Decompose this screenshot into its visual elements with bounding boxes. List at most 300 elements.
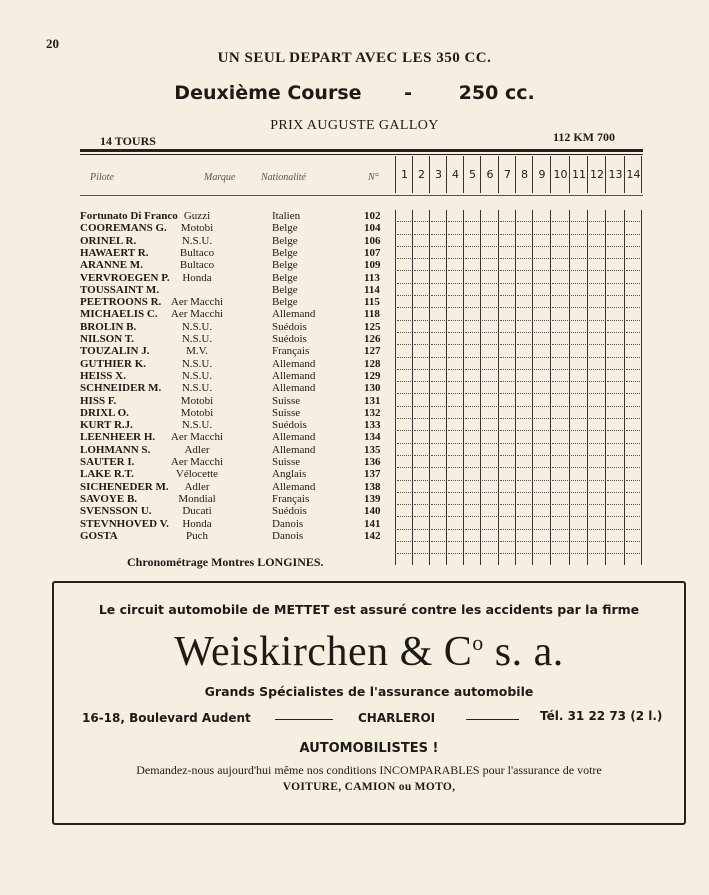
lap-time-cell (431, 272, 445, 284)
lap-time-cell (500, 235, 514, 247)
lap-time-cell (589, 456, 604, 468)
nationality: Suédois (272, 419, 307, 432)
lap-time-cell (431, 407, 445, 419)
lap-time-cell (500, 530, 514, 542)
lap-grid-line (569, 210, 570, 565)
race-number: 109 (364, 259, 381, 272)
pilot-name: KURT R.J. (80, 419, 133, 432)
lap-time-cell (607, 370, 623, 382)
lap-time-cell (448, 296, 462, 308)
lap-time-cell (589, 222, 604, 234)
lap-time-cell (448, 419, 462, 431)
lap-time-cell (397, 210, 411, 222)
lap-time-cell (465, 395, 479, 407)
pilot-name: HEISS X. (80, 369, 126, 382)
make-name: N.S.U. (181, 320, 213, 333)
make-name: N.S.U. (181, 234, 213, 247)
lap-header: 7 (498, 156, 516, 193)
make-name: N.S.U. (181, 357, 213, 370)
lap-time-cell (552, 456, 568, 468)
lap-time-cell (465, 419, 479, 431)
advert-brand-name: Weiskirchen & C (174, 629, 473, 675)
lap-time-cell (571, 468, 586, 480)
lap-time-cell (482, 333, 497, 345)
race-number: 102 (364, 210, 381, 222)
nationality: Suédois (272, 320, 307, 333)
lap-time-cell (465, 321, 479, 333)
lap-time-cell (482, 296, 497, 308)
lap-time-cell (414, 505, 428, 517)
lap-time-cell (448, 235, 462, 247)
lap-time-cell (626, 284, 640, 296)
lap-time-cell (448, 530, 462, 542)
lap-time-cell (465, 444, 479, 456)
lap-time-cell (397, 518, 411, 530)
race-number: 134 (364, 431, 381, 444)
nationality: Belge (272, 283, 298, 296)
lap-time-cell (607, 345, 623, 357)
lap-time-cell (534, 358, 549, 370)
lap-time-cell (607, 247, 623, 259)
lap-time-cell (589, 530, 604, 542)
make-name: M.V. (186, 345, 208, 358)
pilot-name: TOUZALIN J. (80, 345, 150, 358)
lap-time-cell (448, 259, 462, 271)
lap-time-cell (626, 321, 640, 333)
lap-time-cell (607, 222, 623, 234)
lap-time-cell (465, 370, 479, 382)
lap-time-cell (448, 493, 462, 505)
lap-time-cell (517, 542, 531, 554)
lap-time-cell (626, 419, 640, 431)
lap-time-cell (482, 468, 497, 480)
race-number: 132 (364, 406, 381, 419)
lap-grid-line (587, 210, 588, 565)
lap-time-cell (500, 493, 514, 505)
lap-time-cell (589, 284, 604, 296)
lap-time-cell (607, 395, 623, 407)
pilot-name: GUTHIER K. (80, 357, 147, 370)
lap-time-cell (414, 444, 428, 456)
lap-time-cell (626, 308, 640, 320)
lap-time-cell (571, 395, 586, 407)
lap-time-cell (397, 345, 411, 357)
pilot-name: DRIXL O. (80, 406, 129, 419)
pilot-name: SCHNEIDER M. (80, 382, 162, 395)
lap-time-cell (482, 358, 497, 370)
lap-time-cell (482, 444, 497, 456)
lap-time-cell (534, 222, 549, 234)
lap-time-cell (431, 222, 445, 234)
lap-time-cell (448, 308, 462, 320)
lap-time-cell (517, 370, 531, 382)
make-name: Aer Macchi (170, 308, 224, 321)
race-distance: 112 KM 700 (553, 130, 615, 144)
nationality: Allemand (272, 308, 316, 321)
table-row (80, 395, 400, 407)
race-number: 130 (364, 382, 381, 395)
lap-time-cell (589, 518, 604, 530)
lap-time-cell (414, 493, 428, 505)
lap-header: 8 (515, 156, 533, 193)
lap-time-cell (534, 345, 549, 357)
lap-header: 11 (569, 156, 588, 193)
pilot-name: COOREMANS G. (80, 222, 167, 235)
lap-time-cell (465, 272, 479, 284)
lap-time-cell (448, 518, 462, 530)
lap-time-cell (626, 456, 640, 468)
lap-time-cell (517, 222, 531, 234)
nationality: Belge (272, 271, 298, 284)
lap-time-cell (589, 333, 604, 345)
lap-time-cell (431, 284, 445, 296)
table-row (80, 444, 400, 456)
make-name: N.S.U. (181, 419, 213, 432)
nationality: Anglais (272, 468, 307, 481)
lap-time-cell (571, 308, 586, 320)
lap-time-cell (431, 542, 445, 554)
lap-time-cell (414, 481, 428, 493)
advert-callout: AUTOMOBILISTES ! (299, 741, 439, 756)
lap-time-cell (397, 407, 411, 419)
lap-time-cell (397, 247, 411, 259)
race-number: 139 (364, 492, 381, 505)
nationality: Suisse (272, 456, 301, 468)
lap-time-cell (500, 481, 514, 493)
lap-time-cell (517, 493, 531, 505)
lap-time-cell (482, 542, 497, 554)
table-row (80, 370, 400, 382)
make-name: Guzzi (183, 210, 211, 222)
table-row (80, 358, 400, 370)
lap-time-cell (517, 296, 531, 308)
lap-time-cell (448, 210, 462, 222)
lap-time-cell (465, 259, 479, 271)
lap-time-cell (482, 222, 497, 234)
lap-time-cell (626, 542, 640, 554)
lap-grid-line (429, 210, 430, 565)
lap-time-cell (607, 468, 623, 480)
pilot-name: ORINEL R. (80, 234, 137, 247)
lap-header: 6 (480, 156, 499, 193)
lap-time-cell (431, 235, 445, 247)
lap-time-cell (431, 259, 445, 271)
lap-time-cell (500, 259, 514, 271)
header-pilot: Pilote (90, 172, 114, 183)
lap-time-cell (414, 407, 428, 419)
table-row (80, 468, 400, 480)
table-row (80, 493, 400, 505)
timing-note: Chronométrage Montres LONGINES. (127, 555, 324, 569)
lap-time-cell (482, 345, 497, 357)
table-row (80, 530, 400, 542)
lap-time-cell (465, 493, 479, 505)
lap-time-cell (571, 493, 586, 505)
make-name: N.S.U. (181, 369, 213, 382)
make-name: Motobi (180, 406, 214, 419)
lap-grid-line (532, 210, 533, 565)
lap-time-cell (534, 395, 549, 407)
lap-time-cell (448, 505, 462, 517)
lap-time-cell (397, 530, 411, 542)
lap-time-cell (607, 431, 623, 443)
lap-time-cell (448, 333, 462, 345)
nationality: Français (272, 492, 310, 505)
nationality: Suédois (272, 333, 307, 345)
lap-time-cell (626, 222, 640, 234)
table-row (80, 333, 400, 345)
lap-time-cell (448, 345, 462, 357)
pilot-name: BROLIN B. (80, 320, 137, 333)
lap-time-cell (465, 542, 479, 554)
lap-grid-line (480, 210, 481, 565)
lap-time-cell (397, 493, 411, 505)
lap-time-cell (465, 333, 479, 345)
lap-time-cell (626, 481, 640, 493)
lap-time-cell (431, 395, 445, 407)
lap-time-cell (500, 518, 514, 530)
lap-time-cell (431, 333, 445, 345)
lap-time-cell (552, 431, 568, 443)
nationality: Allemand (272, 443, 316, 456)
lap-time-cell (500, 456, 514, 468)
lap-time-cell (571, 235, 586, 247)
lap-time-cell (500, 333, 514, 345)
lap-time-cell (517, 518, 531, 530)
make-name: Vélocette (175, 468, 219, 481)
lap-time-cell (534, 321, 549, 333)
lap-time-cell (571, 247, 586, 259)
lap-time-cell (414, 272, 428, 284)
lap-time-cell (448, 222, 462, 234)
lap-time-cell (465, 210, 479, 222)
course-class: 250 cc. (458, 82, 535, 104)
lap-time-cell (626, 530, 640, 542)
race-number: 104 (364, 222, 381, 235)
lap-time-cell (534, 444, 549, 456)
lap-time-cell (589, 407, 604, 419)
lap-time-cell (517, 530, 531, 542)
lap-time-cell (589, 542, 604, 554)
make-name: N.S.U. (181, 382, 213, 395)
race-number: 142 (364, 529, 381, 542)
lap-time-cell (482, 518, 497, 530)
table-header-rule (80, 195, 643, 196)
lap-grid-line (641, 210, 642, 565)
lap-time-cell (431, 382, 445, 394)
lap-time-cell (397, 358, 411, 370)
lap-time-cell (626, 345, 640, 357)
lap-grid-line (395, 210, 396, 565)
lap-time-cell (517, 333, 531, 345)
race-number: 127 (364, 345, 381, 358)
lap-time-cell (571, 210, 586, 222)
lap-grid-line (605, 210, 606, 565)
advert-brand (54, 628, 684, 676)
lap-time-cell (607, 235, 623, 247)
pilot-name: LEENHEER H. (80, 431, 156, 444)
lap-time-cell (517, 321, 531, 333)
lap-time-cell (552, 382, 568, 394)
lap-time-cell (571, 272, 586, 284)
lap-time-cell (607, 444, 623, 456)
make-name: Aer Macchi (170, 296, 224, 309)
lap-grid-line (498, 210, 499, 565)
lap-time-cell (448, 542, 462, 554)
lap-time-cell (534, 235, 549, 247)
lap-time-cell (414, 530, 428, 542)
make-name: Honda (182, 517, 212, 530)
lap-time-cell (571, 481, 586, 493)
lap-time-cell (607, 505, 623, 517)
pilot-name: VERVROEGEN P. (80, 271, 170, 284)
lap-time-cell (465, 518, 479, 530)
lap-time-cell (607, 284, 623, 296)
lap-time-cell (534, 259, 549, 271)
lap-time-cell (397, 431, 411, 443)
lap-time-cell (414, 358, 428, 370)
lap-time-cell (448, 321, 462, 333)
table-row (80, 321, 400, 333)
lap-time-cell (500, 296, 514, 308)
lap-header: 13 (605, 156, 625, 193)
lap-time-cell (571, 345, 586, 357)
lap-time-cell (552, 407, 568, 419)
lap-time-cell (552, 345, 568, 357)
race-number: 136 (364, 456, 381, 468)
pilot-name: HAWAERT R. (80, 246, 149, 259)
lap-time-cell (517, 431, 531, 443)
table-row (80, 382, 400, 394)
lap-time-cell (607, 493, 623, 505)
make-name: Bultaco (179, 246, 215, 259)
course-name: Deuxième Course (174, 82, 362, 104)
lap-header: 10 (550, 156, 570, 193)
lap-header-edge (641, 156, 642, 193)
lap-time-cell (552, 493, 568, 505)
lap-time-cell (534, 296, 549, 308)
lap-time-cell (517, 468, 531, 480)
lap-time-cell (626, 358, 640, 370)
pilot-name: SAVOYE B. (80, 492, 138, 505)
lap-time-cell (500, 272, 514, 284)
lap-time-cell (552, 247, 568, 259)
table-row (80, 222, 400, 234)
lap-time-cell (552, 481, 568, 493)
race-number: 137 (364, 468, 381, 481)
lap-time-cell (552, 321, 568, 333)
lap-time-cell (517, 444, 531, 456)
lap-time-cell (414, 345, 428, 357)
nationality: Danois (272, 517, 304, 530)
lap-time-cell (589, 247, 604, 259)
table-row (80, 272, 400, 284)
lap-time-cell (414, 395, 428, 407)
lap-time-cell (414, 222, 428, 234)
lap-time-cell (589, 382, 604, 394)
lap-time-cell (552, 395, 568, 407)
lap-time-cell (626, 407, 640, 419)
lap-time-cell (552, 210, 568, 222)
lap-time-cell (607, 333, 623, 345)
race-number: 115 (364, 296, 380, 309)
lap-grid-line (624, 210, 625, 565)
race-number: 129 (364, 369, 381, 382)
lap-time-cell (500, 542, 514, 554)
lap-time-cell (626, 210, 640, 222)
nationality: Italien (272, 210, 301, 222)
nationality: Allemand (272, 480, 316, 493)
table-row (80, 284, 400, 296)
lap-time-cell (626, 370, 640, 382)
advert-phone: Tél. 31 22 73 (2 l.) (540, 709, 663, 723)
lap-time-cell (482, 407, 497, 419)
lap-time-cell (465, 481, 479, 493)
lap-time-cell (534, 431, 549, 443)
lap-time-cell (448, 431, 462, 443)
lap-time-cell (589, 493, 604, 505)
lap-time-cell (534, 468, 549, 480)
lap-time-cell (482, 419, 497, 431)
lap-time-cell (607, 530, 623, 542)
lap-time-cell (397, 308, 411, 320)
make-name: Motobi (180, 394, 214, 407)
lap-time-cell (500, 431, 514, 443)
header-nationality: Nationalité (261, 172, 306, 183)
lap-time-cell (589, 210, 604, 222)
lap-time-cell (431, 431, 445, 443)
lap-time-cell (626, 382, 640, 394)
lap-time-cell (431, 493, 445, 505)
lap-time-cell (626, 296, 640, 308)
race-number: 113 (364, 271, 380, 284)
lap-time-cell (482, 210, 497, 222)
nationality: Français (272, 345, 310, 358)
lap-time-cell (414, 370, 428, 382)
lap-time-cell (571, 518, 586, 530)
lap-time-cell (397, 370, 411, 382)
course-dash: - (404, 82, 413, 104)
lap-time-cell (500, 468, 514, 480)
lap-time-cell (465, 358, 479, 370)
table-row (80, 259, 400, 271)
lap-time-cell (534, 419, 549, 431)
lap-time-cell (552, 505, 568, 517)
lap-time-cell (534, 247, 549, 259)
lap-grid-line (412, 210, 413, 565)
lap-time-cell (626, 505, 640, 517)
lap-time-cell (534, 272, 549, 284)
lap-time-cell (571, 419, 586, 431)
lap-time-cell (414, 333, 428, 345)
lap-time-cell (607, 296, 623, 308)
lap-time-cell (607, 407, 623, 419)
lap-time-cell (465, 222, 479, 234)
lap-time-cell (431, 358, 445, 370)
race-number: 141 (364, 517, 381, 530)
pilot-name: GOSTA (80, 529, 118, 542)
lap-time-cell (626, 395, 640, 407)
lap-time-cell (571, 284, 586, 296)
lap-time-cell (500, 395, 514, 407)
lap-time-cell (626, 272, 640, 284)
lap-time-cell (397, 333, 411, 345)
lap-grid-line (463, 210, 464, 565)
lap-time-cell (482, 259, 497, 271)
lap-time-cell (589, 358, 604, 370)
make-name: Bultaco (179, 259, 215, 272)
lap-time-cell (465, 308, 479, 320)
